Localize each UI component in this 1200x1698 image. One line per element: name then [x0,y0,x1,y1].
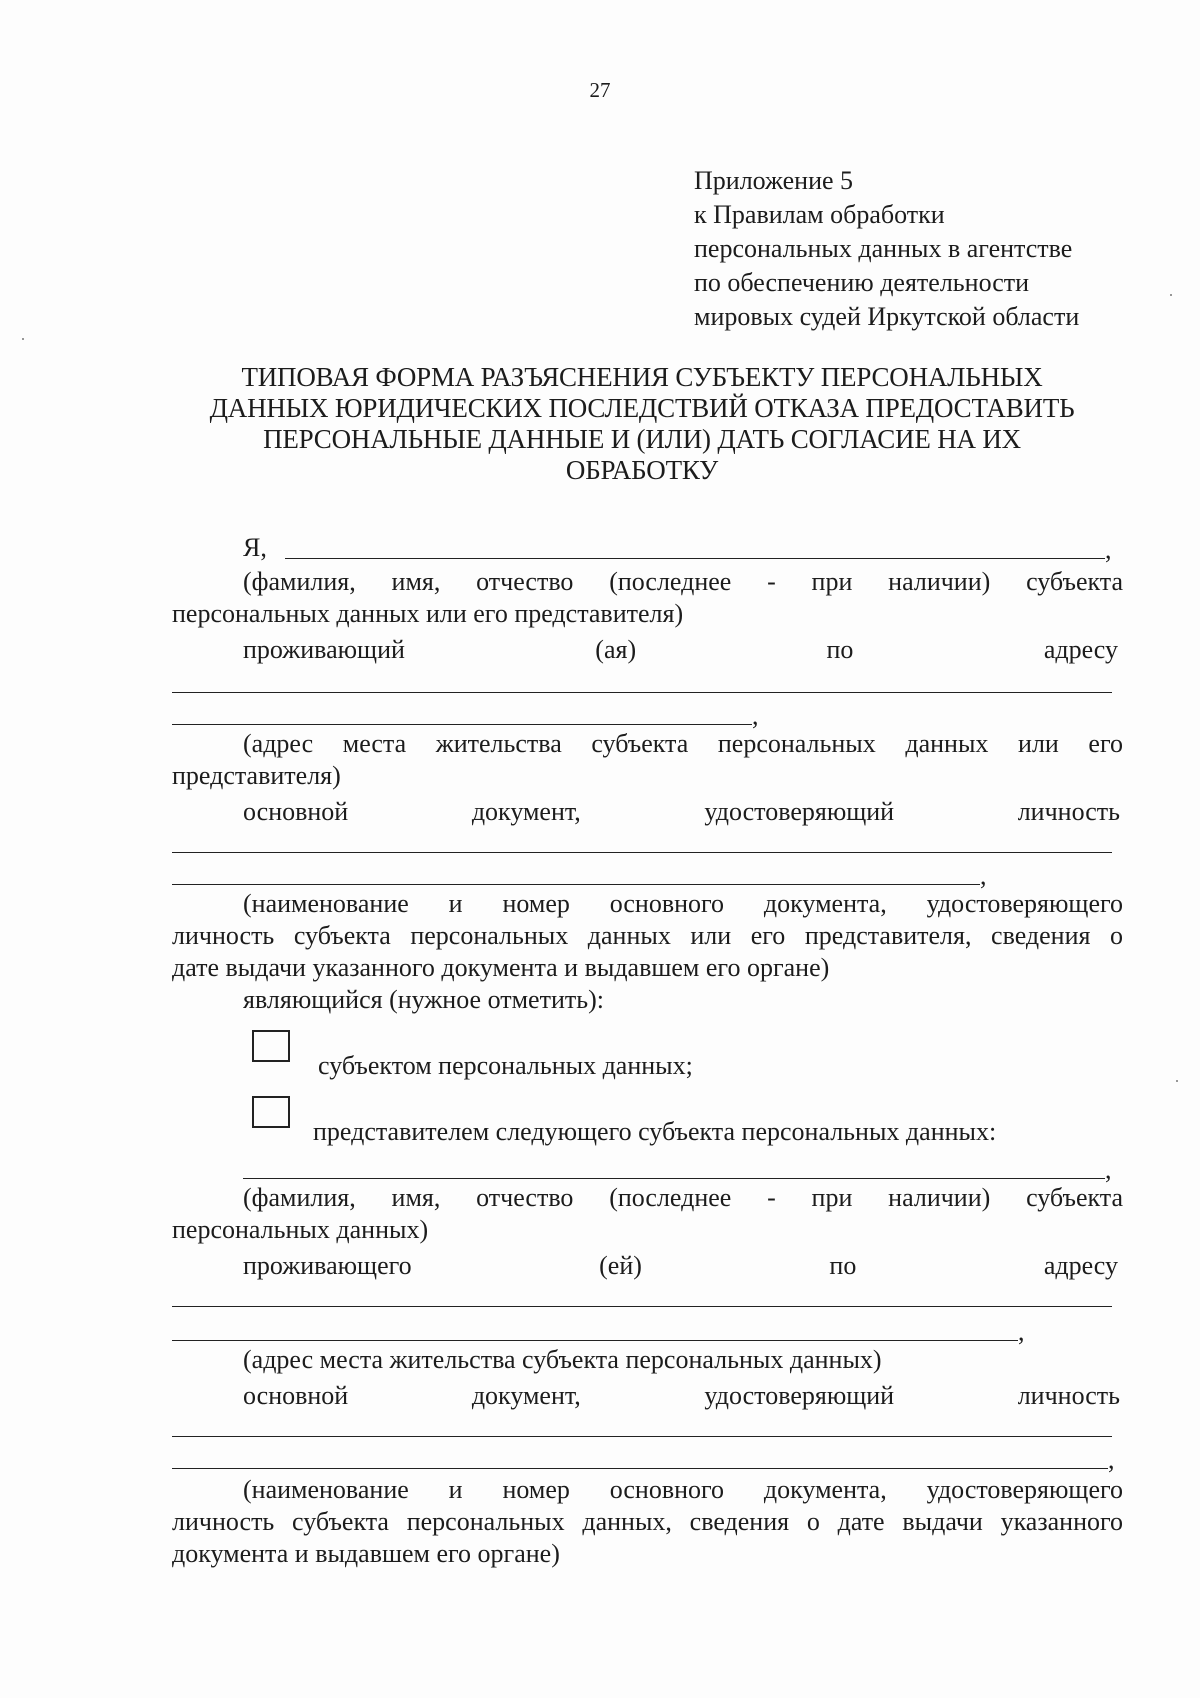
scan-speck [1176,1080,1178,1082]
title-line: ТИПОВАЯ ФОРМА РАЗЪЯСНЕНИЯ СУБЪЕКТУ ПЕРСОНАЛЬНЫХ [241,362,1043,392]
subject-checkbox[interactable] [252,1030,290,1062]
represented-fio-fill-line[interactable] [243,1178,1105,1179]
comma: , [1018,1317,1025,1346]
document-label: основной документ, удостоверяющий личность [243,797,1120,826]
document2-fill-line[interactable] [172,1436,1112,1437]
representative-checkbox[interactable] [252,1096,290,1128]
document-fill-line[interactable] [172,884,980,885]
scan-speck [1170,294,1172,296]
title-line: ПЕРСОНАЛЬНЫЕ ДАННЫЕ И (ИЛИ) ДАТЬ СОГЛАСИЕ НА ИХ [263,424,1021,454]
appendix-line: по обеспечению деятельности [694,268,1030,297]
address2-fill-line[interactable] [172,1306,1112,1307]
document2-hint: (наименование и номер основного документа, удостоверяющего [243,1475,1123,1504]
document2-hint: документа и выдавшем его органе) [172,1539,560,1568]
residing-label: проживающий (ая) по адресу [243,635,1118,664]
scan-speck [22,338,24,340]
title-line: ОБРАБОТКУ [565,455,719,485]
fio2-hint: (фамилия, имя, отчество (последнее - при наличии) субъекта [243,1183,1123,1212]
address-fill-line[interactable] [172,692,1112,693]
document-hint: личность субъекта персональных данных или его представителя, сведения о [172,921,1123,950]
document2-hint: личность субъекта персональных данных, сведения о дате выдачи указанного [172,1507,1123,1536]
fio2-hint: персональных данных) [172,1215,429,1244]
document-hint: (наименование и номер основного документа, удостоверяющего [243,889,1123,918]
residing2-label: проживающего (ей) по адресу [243,1251,1118,1280]
document2-fill-line[interactable] [172,1468,1108,1469]
appendix-line: к Правилам обработки [694,200,945,229]
fio-hint: персональных данных или его представителя) [172,599,684,628]
document-title [172,362,1112,486]
document-fill-line[interactable] [172,852,1112,853]
option-representative-label: представителем следующего субъекта персональных данных: [313,1117,997,1146]
page-number: 27 [589,78,611,102]
appendix-header [694,164,1079,334]
option-subject-label: субъектом персональных данных; [318,1051,693,1080]
ya-label: Я, [243,533,267,562]
comma: , [752,701,759,730]
appendix-line: Приложение 5 [694,166,854,195]
fio-hint: (фамилия, имя, отчество (последнее - при наличии) субъекта [243,567,1123,596]
title-line: ДАННЫХ ЮРИДИЧЕСКИХ ПОСЛЕДСТВИЙ ОТКАЗА ПРЕДОСТАВИТЬ [209,393,1075,423]
address2-fill-line[interactable] [172,1340,1018,1341]
address-fill-line[interactable] [172,724,752,725]
address-hint: (адрес места жительства субъекта персональных данных или его [243,729,1123,758]
comma: , [980,861,987,890]
comma: , [1108,1445,1115,1474]
address-hint: представителя) [172,761,341,790]
address2-hint: (адрес места жительства субъекта персональных данных) [243,1345,882,1374]
fio-fill-line[interactable] [285,558,1105,559]
document-hint: дате выдачи указанного документа и выдавшем его органе) [172,953,830,982]
appendix-line: мировых судей Иркутской области [694,302,1080,331]
comma: , [1105,1155,1112,1184]
appendix-line: персональных данных в агентстве [694,234,1073,263]
being-label: являющийся (нужное отметить): [243,985,604,1014]
document2-label: основной документ, удостоверяющий личность [243,1381,1120,1410]
comma: , [1105,535,1112,564]
